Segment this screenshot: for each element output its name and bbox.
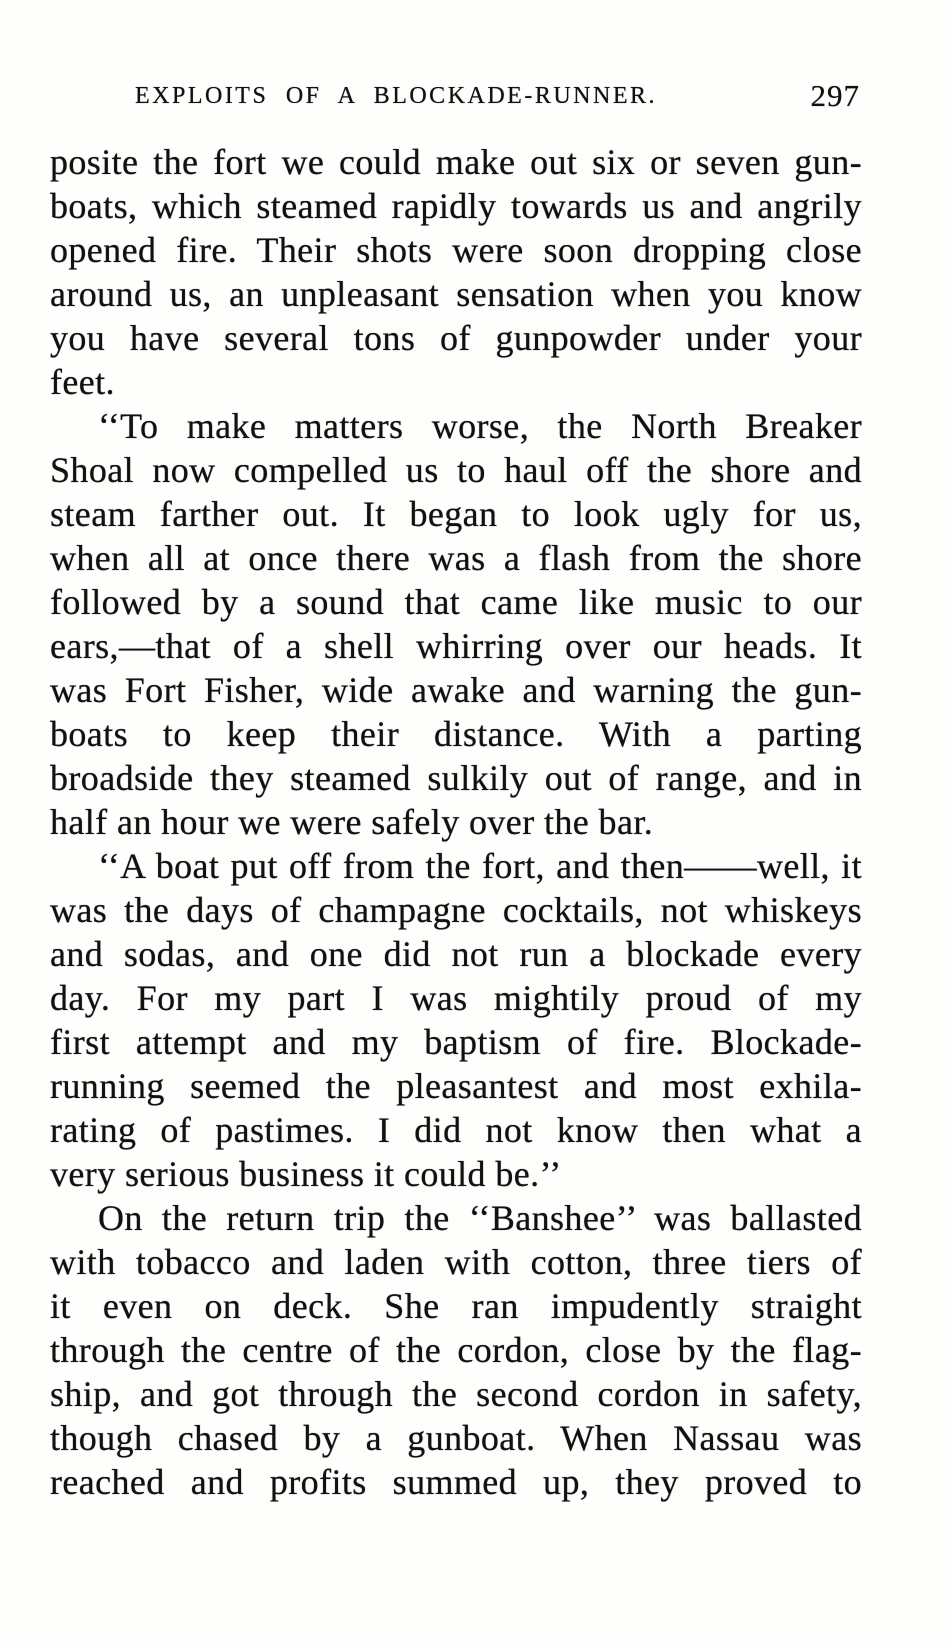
text-line: ‘‘A boat put off from the fort, and then——well, it	[98, 846, 862, 886]
text-line: ship, and got through the second cordon in safety,	[50, 1374, 862, 1414]
text-line: was Fort Fisher, wide awake and warning the gun-	[50, 670, 862, 710]
paragraph-continuation	[50, 140, 862, 404]
text-line: ‘‘To make matters worse, the North Breaker	[98, 406, 862, 446]
text-line: opened fire. Their shots were soon dropping close	[50, 230, 862, 270]
text-line: boats to keep their distance. With a parting	[50, 714, 862, 754]
page-header	[50, 78, 862, 114]
text-line: day. For my part I was mightily proud of my	[50, 978, 862, 1018]
page-number: 297	[810, 78, 860, 113]
text-line: posite the fort we could make out six or seven gun-	[50, 142, 862, 182]
text-line: feet.	[50, 362, 115, 402]
text-line: On the return trip the ‘‘Banshee’’ was ballasted	[98, 1198, 862, 1238]
text-line: it even on deck. She ran impudently straight	[50, 1286, 862, 1326]
text-line: around us, an unpleasant sensation when you know	[50, 274, 862, 314]
text-line: first attempt and my baptism of fire. Blockade-	[50, 1022, 862, 1062]
text-line: half an hour we were safely over the bar.	[50, 802, 654, 842]
paragraph	[50, 1196, 862, 1504]
text-line: you have several tons of gunpowder under your	[50, 318, 862, 358]
text-line: though chased by a gunboat. When Nassau was	[50, 1418, 862, 1458]
text-line: rating of pastimes. I did not know then what a	[50, 1110, 862, 1150]
text-line: broadside they steamed sulkily out of range, and in	[50, 758, 862, 798]
text-line: boats, which steamed rapidly towards us and angrily	[50, 186, 862, 226]
body-text	[50, 140, 862, 1504]
paragraph	[50, 844, 862, 1196]
paragraph	[50, 404, 862, 844]
text-line: ears,—that of a shell whirring over our heads. It	[50, 626, 862, 666]
text-line: when all at once there was a flash from the shore	[50, 538, 862, 578]
text-line: steam farther out. It began to look ugly for us,	[50, 494, 862, 534]
text-line: Shoal now compelled us to haul off the shore and	[50, 450, 862, 490]
text-line: very serious business it could be.’’	[50, 1154, 562, 1194]
text-line: through the centre of the cordon, close by the flag-	[50, 1330, 862, 1370]
text-line: followed by a sound that came like music to our	[50, 582, 862, 622]
text-line: was the days of champagne cocktails, not whiskeys	[50, 890, 862, 930]
text-line: running seemed the pleasantest and most exhila-	[50, 1066, 862, 1106]
text-line: and sodas, and one did not run a blockade every	[50, 934, 862, 974]
text-line: reached and profits summed up, they proved to	[50, 1462, 862, 1502]
running-title: EXPLOITS OF A BLOCKADE-RUNNER.	[134, 83, 658, 109]
text-line: with tobacco and laden with cotton, three tiers of	[50, 1242, 862, 1282]
